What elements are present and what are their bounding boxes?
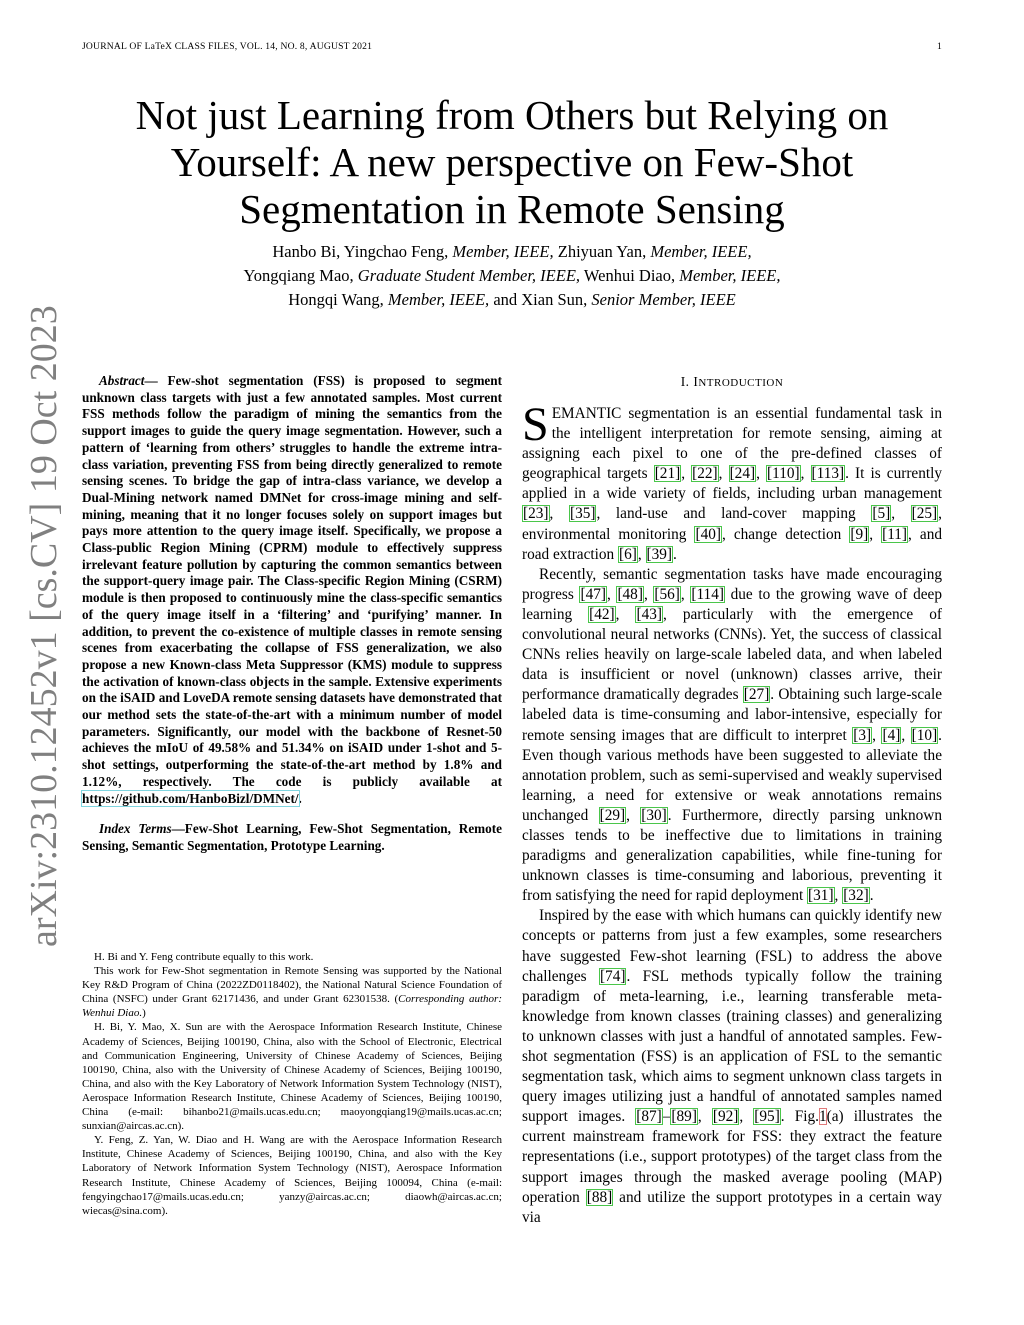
citation-link[interactable]: [25] (911, 505, 938, 523)
arxiv-stamp: arXiv:2310.12452v1 [cs.CV] 19 Oct 2023 (23, 305, 65, 947)
section-title-initial: I (693, 374, 699, 389)
citation-link[interactable]: [23] (523, 505, 549, 523)
paragraph (522, 565, 942, 907)
text: , (891, 505, 911, 523)
citation-link[interactable]: [22] (692, 465, 718, 483)
citation-link[interactable]: [74] (599, 967, 626, 985)
footnote-text: ) (142, 1007, 146, 1020)
text: . Obtaining such large-scale labeled data is time-consuming and labor-intensive, especially for remote sensing images that are difficult to interpret (522, 686, 942, 744)
text: . It is currently applied in a wide variety of fields, including urban management (522, 465, 943, 503)
author-list (60, 240, 964, 312)
citation-link[interactable]: [35] (569, 505, 596, 523)
author-line (60, 240, 964, 264)
text: Recently, semantic segmentation tasks have made encouraging progress (522, 565, 942, 603)
text: EMANTIC segmentation is an essential fundamental task in the intelligent interpretation for remote sensing, aiming at assigning each pixel to one of the pre-defined classes of geographical targets (522, 405, 942, 483)
text: , (800, 465, 811, 483)
citation-link[interactable]: [24] (729, 465, 756, 483)
text: . FSL methods typically follow the training paradigm of meta-learning, i.e., learning transferable meta-knowledge from known classes (training classes) and generalizing to unknown classes with just a handful of annotated samples. Few-shot segmentation (FSS) is an application of FSL to the semantic segmentation task, which aims to segment unknown class targets in query images utilizing just a handful of annotated samples named support images. (522, 967, 942, 1126)
text: , (626, 806, 641, 824)
abstract-label: Abstract (99, 373, 145, 388)
abstract-dash: — (144, 373, 168, 388)
text: , (615, 605, 636, 623)
footnotes (82, 950, 502, 1218)
citation-link[interactable]: [27] (743, 686, 770, 704)
section-title: NTRODUCTION (698, 377, 784, 389)
author-membership: Graduate Student Member, IEEE, (357, 266, 581, 285)
author-membership: Member, IEEE, (452, 242, 554, 261)
footnote (82, 964, 502, 1020)
citation-link[interactable]: [110] (767, 465, 800, 483)
left-column (82, 373, 502, 855)
text: , (643, 585, 654, 603)
drop-cap: S (522, 398, 549, 451)
author-names: Hongqi Wang, (288, 290, 388, 309)
citation-link[interactable]: [92] (712, 1108, 739, 1126)
text: . Fig. (780, 1108, 819, 1126)
citation-link[interactable]: [113] (811, 465, 845, 483)
text: , (756, 465, 767, 483)
citation-link[interactable]: [95] (754, 1108, 780, 1126)
author-names: Hanbo Bi, Yingchao Feng, (272, 242, 453, 261)
author-membership: Member, IEEE, (650, 242, 752, 261)
text: (a) illustrates the current mainstream framework for FSS: they extract the feature representations (i.e., support prototypes) of the target class from the support images through the masked average pooling (MAP) operation (522, 1108, 942, 1206)
citation-link[interactable]: [21] (654, 465, 681, 483)
citation-link[interactable]: [48] (617, 585, 643, 603)
text: , (637, 545, 646, 563)
text: , (869, 525, 882, 543)
text: due to the growing wave of deep learning (522, 585, 942, 623)
corresponding-author: Corresponding author: Wenhui Diao. (82, 993, 502, 1020)
section-number: I. (680, 374, 694, 389)
citation-link[interactable]: [42] (589, 605, 615, 623)
citation-link[interactable]: [39] (646, 545, 672, 563)
abstract-text: Few-shot segmentation (FSS) is proposed to segment unknown class targets with just a few annotated samples. Most current FSS methods follow the paradigm of mining the semantics from the support images to guide the query image segmentation. However, such a pattern of ‘learning from others’ struggles to handle the extreme intra-class variation, preventing FSS from being directly generalized to remote sensing scenes. To bridge the gap of intra-class variance, we develop a Dual-Mining network named DMNet for cross-image mining and self-mining, meaning that it no longer focuses solely on support images but pays more attention to the query image itself. Specifically, we propose a Class-public Region Mining (CPRM) module to effectively suppress irrelevant feature pollution by capturing the common semantics between the support-query image pair. The Class-specific Region Mining (CSRM) module is then proposed to continuously mine the class-specific semantics of the query image itself in a ‘filtering’ and ‘purifying’ manner. In addition, to prevent the co-existence of multiple classes in remote sensing scenes from exacerbating the collapse of FSS generalization, we also propose a new Known-class Meta Suppressor (KMS) module to suppress the activation of known-class objects in the sample. Extensive experiments on the iSAID and LoveDA remote sensing datasets have demonstrated that our method sets the state-of-the-art with a minimum number of model parameters. Significantly, our model with the backbone of Resnet-50 achieves the mIoU of 49.58% and 51.34% on iSAID under 1-shot and 5-shot settings, outperforming the state-of-the-art method by 1.8% and 1.12%, respectively. The code is publicly available at (82, 373, 503, 789)
title-line: Yourself: A new perspective on Few-Shot (170, 139, 854, 185)
text: – (662, 1108, 671, 1126)
text: , (697, 1108, 712, 1126)
page-number: 1 (937, 41, 942, 52)
text: . Even though various methods have been suggested to alleviate the annotation problem, such as semi-supervised and weakly supervised learning, a need for extensive or weak annotations remains unchanged (522, 726, 942, 824)
citation-link[interactable]: [30] (641, 806, 667, 824)
abstract (82, 373, 502, 807)
citation-link[interactable]: [9] (850, 525, 869, 543)
citation-link[interactable]: [31] (808, 887, 834, 905)
author-membership: Member, IEEE, (679, 266, 781, 285)
index-terms-label: Index Terms (99, 821, 172, 837)
citation-link[interactable]: [3] (853, 726, 872, 744)
text: , land-use and land-cover mapping (596, 505, 872, 523)
citation-link[interactable]: [10] (911, 726, 938, 744)
footnote-text: This work for Few-Shot segmentation in Remote Sensing was supported by the National Key R&D Program of China (2022ZD0118402), the National Natural Science Foundation of China (NSFC) under Grant 62171436, and under Grant 62301538. ( (82, 965, 502, 1006)
text: , (739, 1108, 754, 1126)
citation-link[interactable]: [4] (882, 726, 901, 744)
citation-link[interactable]: [40] (695, 525, 721, 543)
title-line: Not just Learning from Others but Relying on (135, 92, 889, 138)
paragraph (522, 398, 943, 565)
journal-name: JOURNAL OF LaTeX CLASS FILES, VOL. 14, NO. 8, AUGUST 2021 (82, 41, 373, 52)
author-names: Zhiyuan Yan, (553, 242, 651, 261)
author-names: and Xian Sun, (489, 290, 592, 309)
citation-link[interactable]: [88] (586, 1188, 613, 1206)
paragraph (522, 906, 942, 1228)
text: , (718, 465, 729, 483)
footnote: H. Bi and Y. Feng contribute equally to this work. (94, 951, 314, 963)
citation-link[interactable]: [114] (691, 585, 724, 603)
footnote: Y. Feng, Z. Yan, W. Diao and H. Wang are with the Aerospace Information Research Institute, Chinese Academy of Sciences, Beijing 100190, China, and also with the Key Laboratory of Network Information System Technology (NIST), Aerospace Information Research Institute, Chinese Academy of Sciences, Beijing 100094, China (e-mail: fengyingchao17@mails.ucas.edu.cn; yanzy@aircas.ac.cn; diaowh@aircas.ac.cn; wiecas@sina.com). (82, 1134, 502, 1217)
text: , (606, 585, 617, 603)
text: , (681, 465, 692, 483)
citation-link[interactable]: [6] (619, 545, 637, 563)
author-membership: Member, IEEE, (387, 290, 490, 309)
citation-link[interactable]: [56] (654, 585, 680, 603)
citation-link[interactable]: [87] (636, 1108, 662, 1126)
text: . (673, 545, 677, 563)
citation-link[interactable]: [29] (599, 806, 626, 824)
citation-link[interactable]: [43] (636, 605, 662, 623)
text: , environmental monitoring (522, 505, 942, 543)
right-column (522, 373, 942, 1228)
text: Inspired by the ease with which humans can quickly identify new concepts or patterns from just a few examples, some researchers have suggested Few-shot learning (FSL) to address the above challenges (522, 907, 942, 985)
text: and utilize the support prototypes in a certain way via (522, 1188, 942, 1226)
text: , (680, 585, 691, 603)
text: . (869, 887, 874, 905)
author-line (60, 288, 964, 312)
text: . Furthermore, directly parsing unknown classes tends to be ineffective due to limitations in training paradigms and generalization capabilities, while fine-tuning for unknown classes is time-consuming and laborious, preventing it from satisfying the need for rapid deployment (522, 806, 942, 905)
text: , (872, 726, 882, 744)
author-names: Wenhui Diao, (580, 266, 680, 285)
index-terms-text: —Few-Shot Learning, Few-Shot Segmentation, Remote Sensing, Semantic Segmentation, Prototype Learning. (82, 821, 502, 853)
text: , and road extraction (522, 525, 942, 563)
abstract-end: . (298, 790, 302, 806)
author-names: Yongqiang Mao, (243, 266, 358, 285)
citation-link[interactable]: [47] (580, 585, 606, 603)
citation-link[interactable]: [32] (843, 887, 869, 905)
author-line (60, 264, 964, 288)
title-line: Segmentation in Remote Sensing (239, 186, 785, 232)
text: , change detection (721, 525, 850, 543)
citation-link[interactable]: [11] (882, 525, 908, 543)
code-link[interactable]: https://github.com/HanboBizl/DMNet/ (82, 790, 299, 806)
figure-link[interactable]: 1 (818, 1108, 827, 1126)
running-head (82, 41, 942, 52)
text: , (834, 887, 843, 905)
footnote: H. Bi, Y. Mao, X. Sun are with the Aerospace Information Research Institute, Chinese Academy of Sciences, Beijing 100190, China, also with the School of Electronic, Electrical and Communication Engineering, University of Chinese Academy of Sciences, Beijing 100190, China, also with the University of Chinese Academy of Sciences, Beijing 100190, China, and also with the Key Laboratory of Network Information System Technology (NIST), Aerospace Information Research Institute, Chinese Academy of Sciences, Beijing 100190, China (e-mail: bihanbo21@mails.ucas.edu.cn; maoyongqiang19@mails.ucas.ac.cn; sunxian@aircas.ac.cn). (82, 1021, 502, 1133)
author-membership: Senior Member, IEEE (591, 290, 736, 309)
citation-link[interactable]: [89] (671, 1108, 697, 1126)
citation-link[interactable]: [5] (872, 505, 891, 523)
section-heading (522, 373, 942, 390)
text: , particularly with the emergence of convolutional neural networks (CNNs). Yet, the success of classical CNNs relies heavily on large-scale labeled data, and when labeled data is insufficient or novel (unknown) classes arrive, their performance dramatically degrades (522, 605, 942, 704)
text: , (549, 505, 569, 523)
index-terms (82, 821, 502, 854)
text: , (901, 726, 911, 744)
paper-title (60, 92, 964, 233)
